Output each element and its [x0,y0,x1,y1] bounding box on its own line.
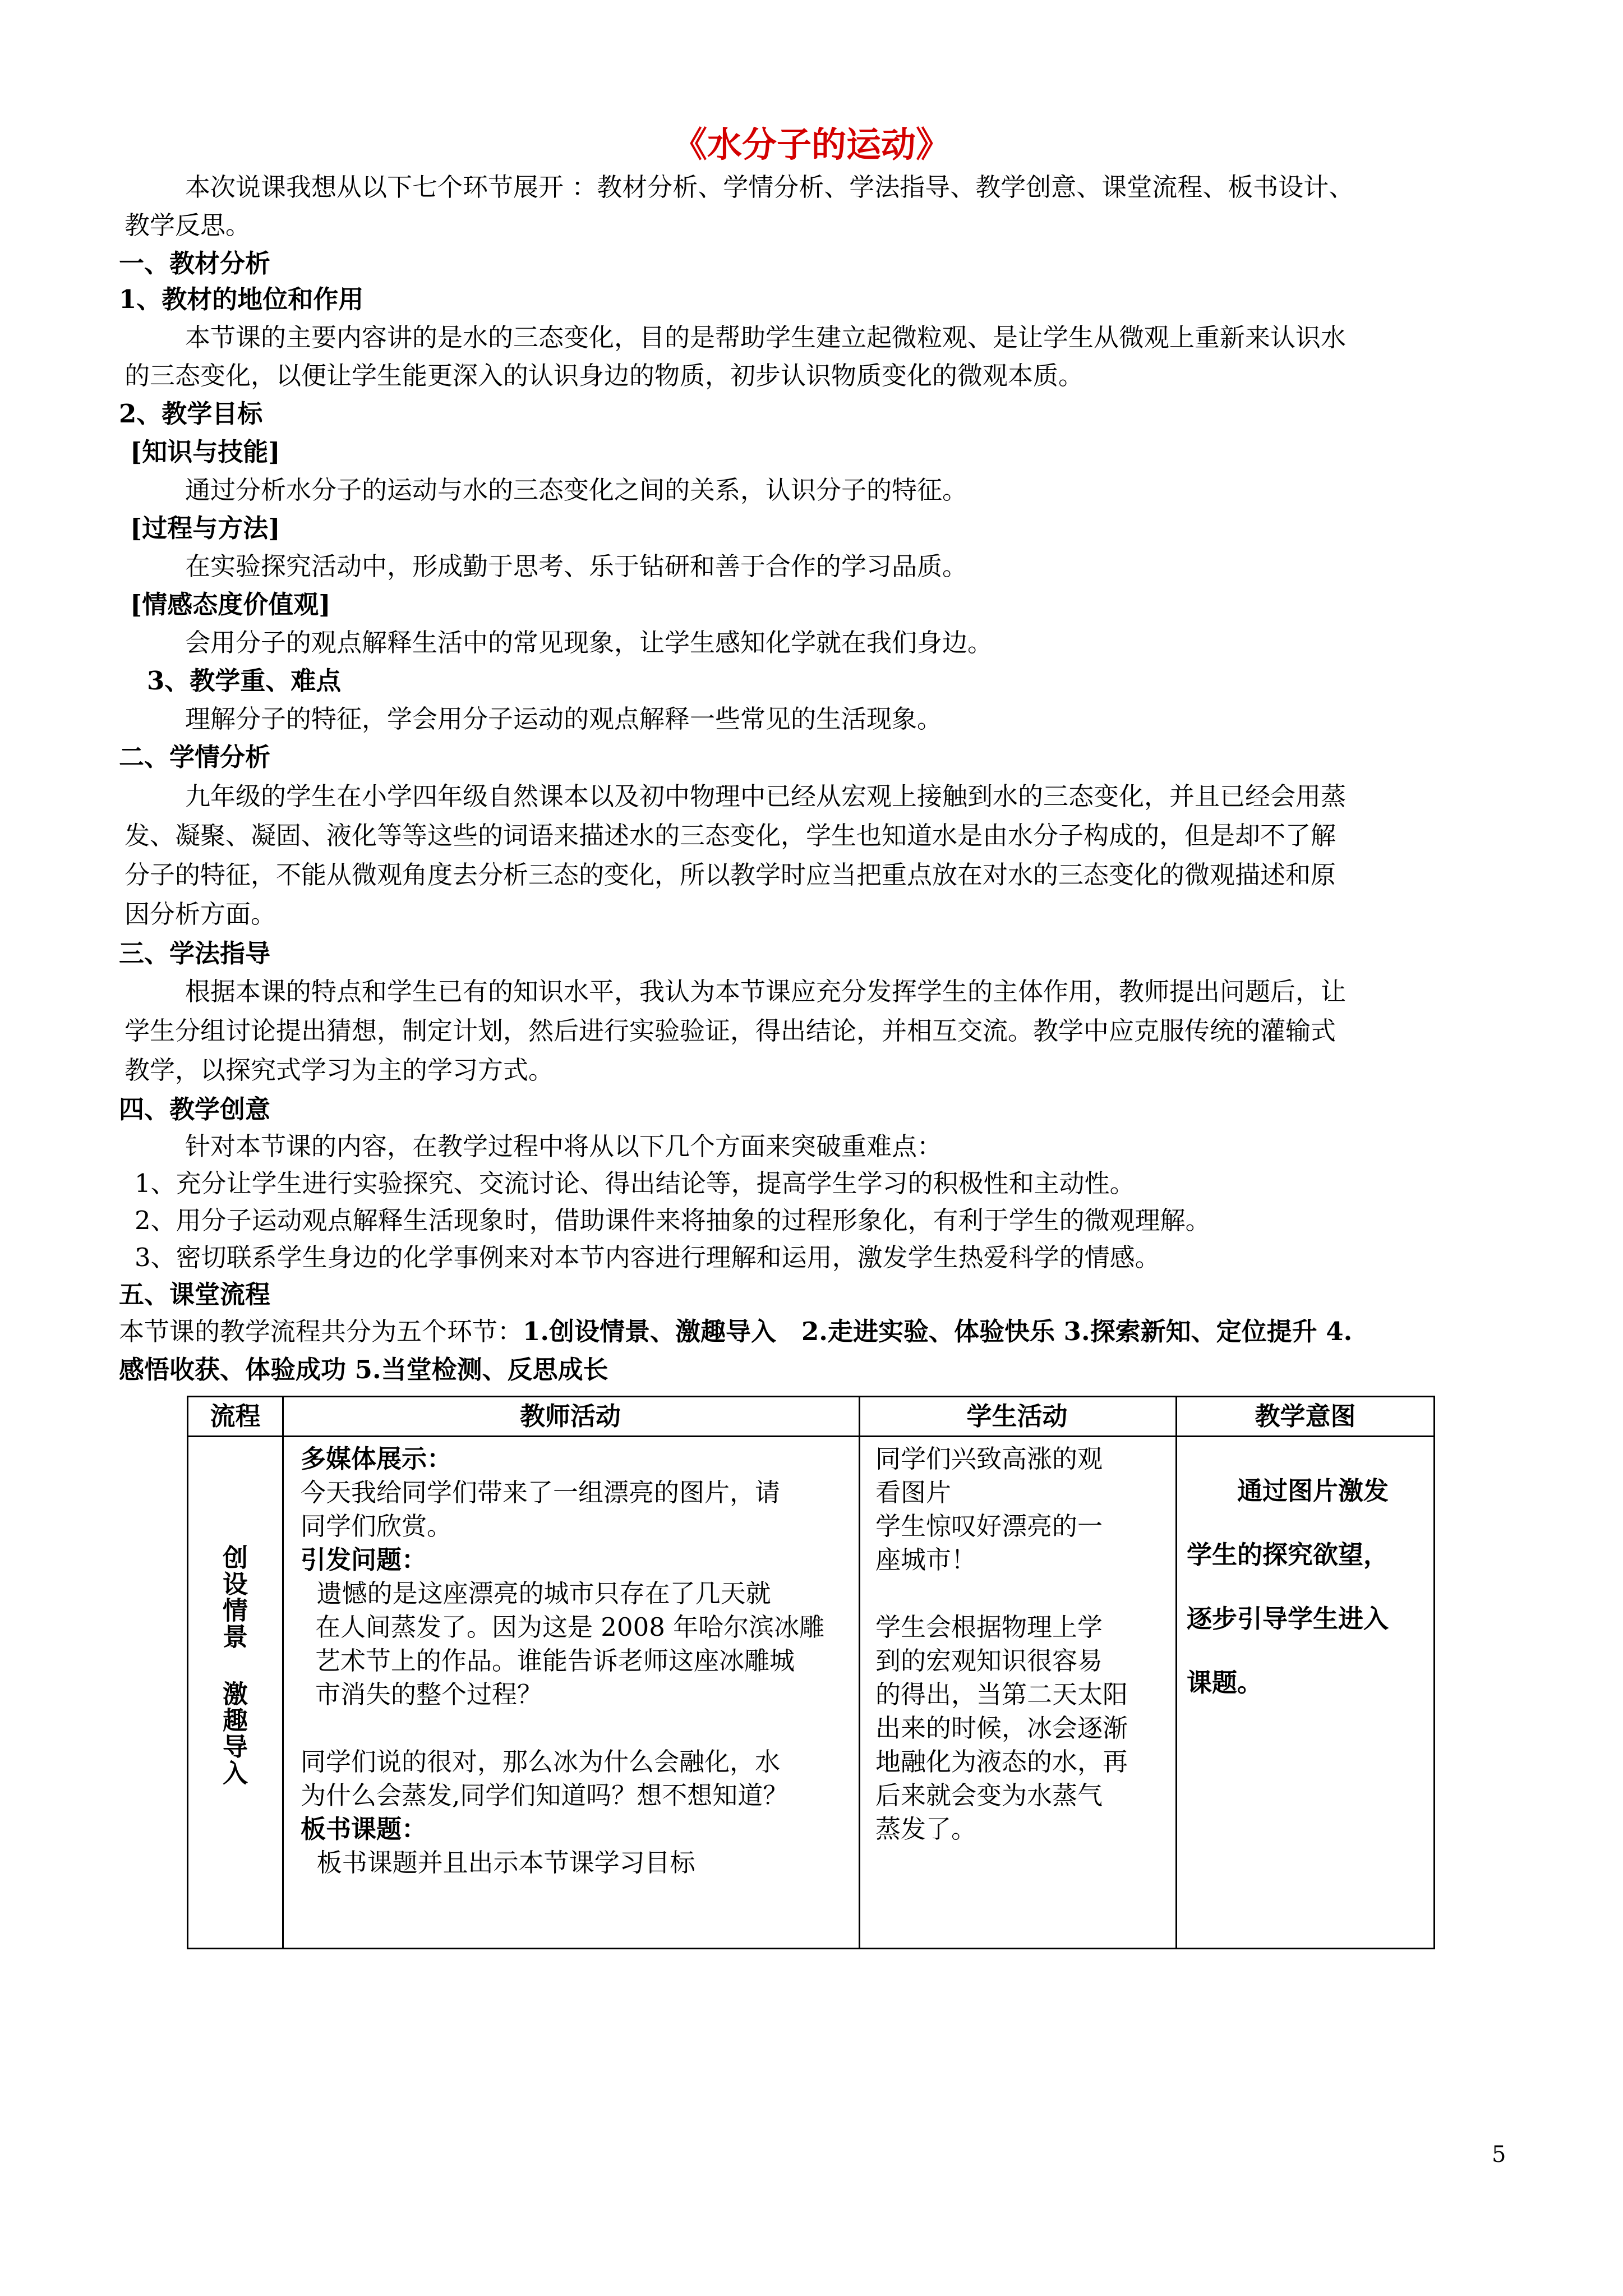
teacher-line: 多媒体展示： [301,1444,453,1474]
teacher-line: 在人间蒸发了。因为这是 2008 年哈尔滨冰雕 [315,1612,825,1642]
table-divider [1175,1397,1177,1948]
text-knowledge: 通过分析水分子的运动与水的三态变化之间的关系，认识分子的特征。 [185,475,968,505]
student-line: 学生惊叹好漂亮的一 [875,1511,1103,1541]
paragraph-2-line-2: 发、凝聚、凝固、液化等等这些的词语来描述水的三态变化，学生也知道水是由水分子构成的，但是却不了解 [125,821,1336,850]
paragraph-3-line-2: 学生分组讨论提出猜想，制定计划，然后进行实验验证，得出结论，并相互交流。教学中应克服传统的灌输式 [125,1016,1336,1046]
text-key-points: 理解分子的特征，学会用分子运动的观点解释一些常见的生活现象。 [185,704,943,734]
text-emotion: 会用分子的观点解释生活中的常见现象，让学生感知化学就在我们身边。 [185,628,993,657]
teacher-line: 同学们说的很对，那么冰为什么会融化，水 [301,1747,781,1777]
paragraph-1-1-line-1: 本节课的主要内容讲的是水的三态变化，目的是帮助学生建立起微粒观、是让学生从微观上重新来认识水 [185,323,1347,352]
teacher-line: 市消失的整个过程？ [315,1680,543,1709]
teacher-line [301,1711,850,1745]
teacher-line: 引发问题： [301,1545,427,1575]
student-line: 同学们兴致高涨的观 [875,1444,1103,1474]
document-title: 《水分子的运动》 [672,124,951,165]
table-student-activity [875,1442,1167,1846]
intro-line-1: 本次说课我想从以下七个环节展开 ：教材分析、学情分析、学法指导、教学创意、课堂流程、板书设计、 [185,172,1354,202]
table-divider [188,1435,1433,1437]
section-heading-1: 一、教材分析 [119,249,271,278]
table-header-process: 流程 [210,1401,261,1431]
teacher-line: 板书课题： [301,1814,427,1844]
subheading-1-1: 1、教材的地位和作用 [119,284,364,314]
table-divider [859,1397,860,1948]
intent-line: 课题。 [1187,1668,1263,1697]
table-header-student: 学生活动 [966,1401,1068,1431]
teacher-line: 艺术节上的作品。谁能告诉老师这座冰雕城 [315,1646,795,1676]
table-header-teacher: 教师活动 [519,1401,621,1431]
paragraph-4-lead: 针对本节课的内容，在教学过程中将从以下几个方面来突破重难点： [185,1131,943,1161]
section-heading-4: 四、教学创意 [119,1094,271,1124]
paragraph-1-1-line-2: 的三态变化，以便让学生能更深入的认识身边的物质，初步认识物质变化的微观本质。 [125,361,1084,390]
intro-line-2: 教学反思。 [125,210,251,240]
section-heading-3: 三、学法指导 [119,938,271,968]
student-line: 地融化为液态的水，再 [875,1747,1128,1777]
student-line: 到的宏观知识很容易 [875,1646,1103,1676]
student-line: 学生会根据物理上学 [875,1612,1103,1642]
teacher-line: 板书课题并且出示本节课学习目标 [301,1848,695,1878]
text-process: 在实验探究活动中，形成勤于思考、乐于钻研和善于合作的学习品质。 [185,551,968,581]
table-divider [282,1397,284,1948]
paragraph-5-plain: 本节课的教学流程共分为五个环节： [119,1317,523,1346]
subheading-1-3: 3、教学重、难点 [147,666,342,696]
paragraph-5-line-2: 感悟收获、体验成功 5.当堂检测、反思成长 [119,1355,608,1384]
table-teacher-activity [301,1442,850,1880]
student-line: 蒸发了。 [875,1814,977,1844]
paragraph-5-line-1 [119,1313,1352,1351]
table-stage-label: 创设情景 激趣导入 [218,1544,248,1786]
label-emotion: [情感态度价值观] [130,590,331,619]
teacher-line: 今天我给同学们带来了一组漂亮的图片，请 [301,1478,781,1507]
table-intent [1187,1459,1428,1715]
student-line: 看图片 [875,1478,952,1507]
section-heading-5: 五、课堂流程 [119,1280,271,1309]
student-line: 出来的时候，冰会逐渐 [875,1713,1128,1743]
label-process: [过程与方法] [130,513,280,543]
paragraph-2-line-1: 九年级的学生在小学四年级自然课本以及初中物理中已经从宏观上接触到水的三态变化，并且已经会用蒸 [185,781,1347,811]
student-line: 的得出，当第二天太阳 [875,1680,1128,1709]
list-item-4-1: 1、充分让学生进行实验探究、交流讨论、得出结论等，提高学生学习的积极性和主动性。 [135,1168,1135,1198]
paragraph-2-line-3: 分子的特征，不能从微观角度去分析三态的变化，所以教学时应当把重点放在对水的三态变化的微观描述和原 [125,860,1336,890]
intent-line: 学生的探究欲望， [1187,1540,1389,1570]
paragraph-2-line-4: 因分析方面。 [125,899,276,929]
page-number: 5 [1492,2142,1506,2168]
label-knowledge: [知识与技能] [130,437,280,467]
list-item-4-2: 2、用分子运动观点解释生活现象时，借助课件来将抽象的过程形象化，有利于学生的微观理解。 [135,1205,1211,1235]
student-line: 后来就会变为水蒸气 [875,1780,1103,1810]
paragraph-3-line-3: 教学，以探究式学习为主的学习方式。 [125,1055,554,1085]
teacher-line: 同学们欣赏。 [301,1511,453,1541]
paragraph-5-steps: 1.创设情景、激趣导入 2.走进实验、体验快乐 3.探索新知、定位提升 4. [523,1317,1353,1346]
table-header-intent: 教学意图 [1255,1401,1356,1431]
section-heading-2: 二、学情分析 [119,742,271,772]
list-item-4-3: 3、密切联系学生身边的化学事例来对本节内容进行理解和运用，激发学生热爱科学的情感。 [135,1243,1160,1272]
student-line [875,1577,1167,1611]
subheading-1-2: 2、教学目标 [119,399,263,429]
paragraph-3-line-1: 根据本课的特点和学生已有的知识水平，我认为本节课应充分发挥学生的主体作用，教师提出问题后，让 [185,977,1347,1006]
intent-line: 通过图片激发 [1237,1476,1389,1506]
teacher-line: 为什么会蒸发,同学们知道吗？想不想知道？ [301,1780,789,1810]
intent-line: 逐步引导学生进入 [1187,1604,1389,1634]
teacher-line: 遗憾的是这座漂亮的城市只存在了几天就 [301,1579,771,1608]
flow-table [187,1396,1435,1949]
student-line: 座城市！ [875,1545,977,1575]
